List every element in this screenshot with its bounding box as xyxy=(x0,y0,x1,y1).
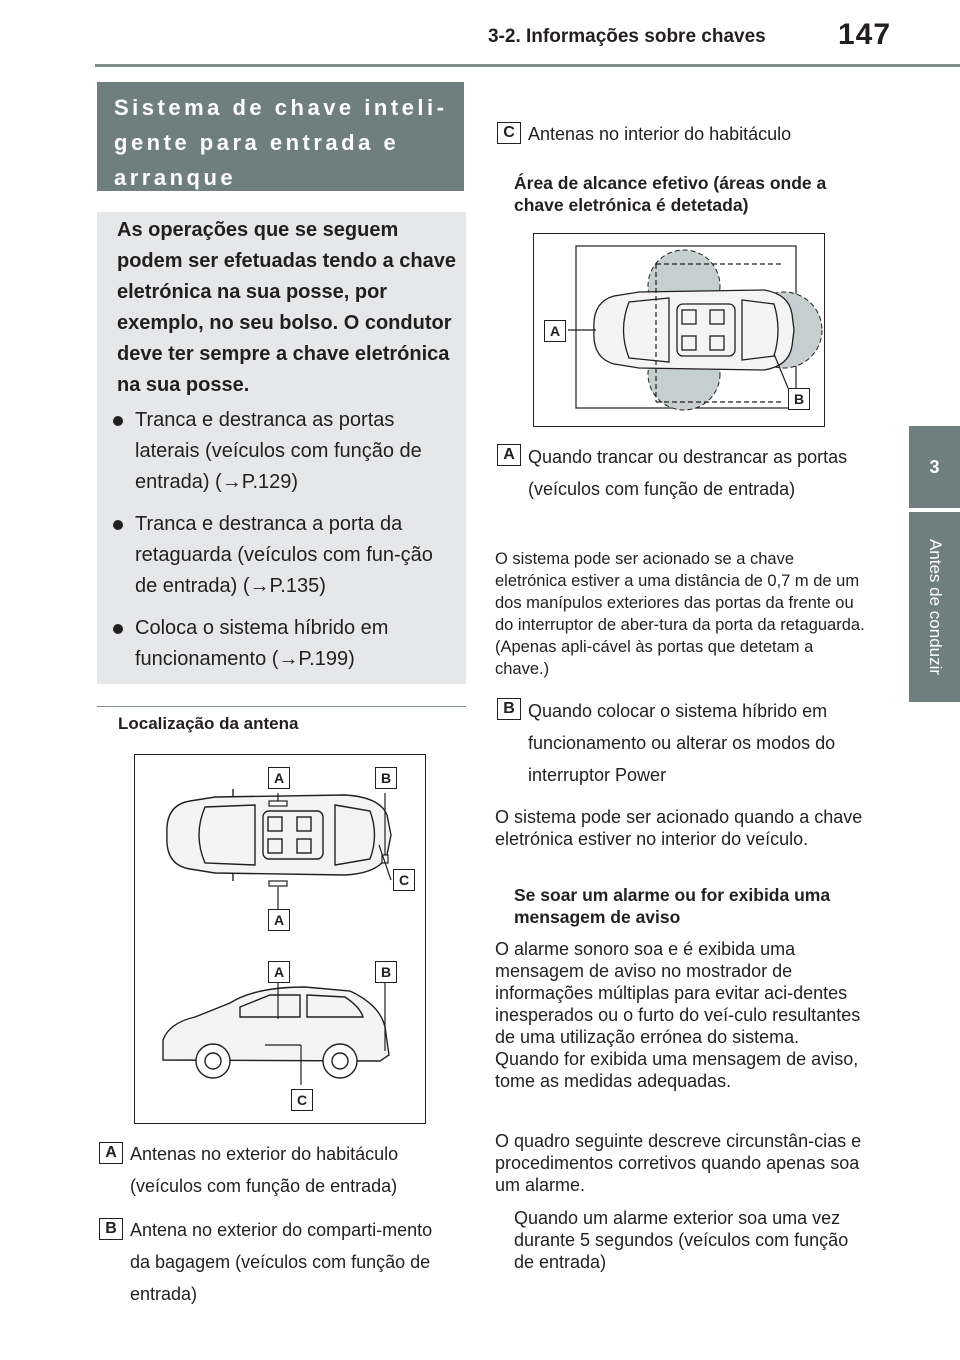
item-marker-c: C xyxy=(497,122,521,144)
effective-area-figure xyxy=(533,233,825,427)
chapter-tab-number: 3 xyxy=(909,426,960,508)
figure-callout: B xyxy=(375,961,397,983)
figure-callout: A xyxy=(268,909,290,931)
alarm-paragraph-3: Quando um alarme exterior soa uma vez durante 5 segundos (veículos com função de entrada) xyxy=(514,1208,849,1272)
alarm-paragraph-2: O quadro seguinte descreve circunstân-cias e procedimentos corretivos quando apenas soa um alarme. xyxy=(495,1131,862,1195)
section-title: 3-2. Informações sobre chaves xyxy=(488,26,766,47)
antenna-item-c: Antenas no interior do habitáculo xyxy=(528,124,792,144)
section-divider xyxy=(97,706,466,707)
intro-text: As operações que se seguem podem ser efetuadas tendo a chave eletrónica na sua posse, por exemplo, no seu bolso. O condutor deve ter sempre a chave eletrónica na sua posse. xyxy=(117,219,457,396)
header-rule xyxy=(95,64,960,67)
effective-area-description-a: O sistema pode ser acionado se a chave eletrónica estiver a uma distância de 0,7 m de um dos manípulos exteriores das portas da frente ou do interruptor de aber-tura da porta da retaguarda. (Apenas apli-cável às portas que detetam a chave.) xyxy=(495,550,865,678)
effective-area-description-b: O sistema pode ser acionado quando a chave eletrónica estiver no interior do veículo. xyxy=(495,807,863,849)
page-number: 147 xyxy=(838,18,892,51)
antenna-location-heading: Localização da antena xyxy=(118,714,299,733)
figure-callout: B xyxy=(375,767,397,789)
figure-callout: C xyxy=(393,869,415,891)
antenna-item-a: Antenas no exterior do habitáculo (veículos com função de entrada) xyxy=(130,1144,399,1196)
item-marker-a: A xyxy=(99,1142,123,1164)
figure-callout: B xyxy=(788,388,810,410)
alarm-paragraph-1: O alarme sonoro soa e é exibida uma mensagem de aviso no mostrador de informações múltiplas para evitar aci-dentes inesperados ou o furto do veí-culo resultantes de uma utilização errónea do sistema. Quando for exibida uma mensagem de aviso, tome as medidas adequadas. xyxy=(495,939,861,1091)
bullet-item: Tranca e destranca a porta da retaguarda (veículos com fun-ção de entrada) (→P.135) xyxy=(113,509,458,602)
figure-callout: A xyxy=(544,320,566,342)
bullet-icon xyxy=(113,624,123,634)
chapter-tab-label: Antes de conduzir xyxy=(909,512,960,702)
antenna-location-figure xyxy=(134,754,426,1124)
figure-callout: A xyxy=(268,961,290,983)
bullet-item: Tranca e destranca as portas laterais (veículos com função de entrada) (→P.129) xyxy=(113,405,458,498)
antenna-item-b: Antena no exterior do comparti-mento da bagagem (veículos com função de entrada) xyxy=(130,1220,433,1304)
item-marker-a: A xyxy=(497,444,521,466)
page-title: Sistema de chave inteli-gente para entrada e arranque xyxy=(114,95,448,190)
bullet-icon xyxy=(113,416,123,426)
effective-area-item-a: Quando trancar ou destrancar as portas (veículos com função de entrada) xyxy=(528,447,848,499)
alarm-heading: Se soar um alarme ou for exibida uma mensagem de aviso xyxy=(514,885,831,927)
title-box xyxy=(97,82,464,191)
effective-area-heading: Área de alcance efetivo (áreas onde a chave eletrónica é detetada) xyxy=(514,173,827,215)
bullet-icon xyxy=(113,520,123,530)
item-marker-b: B xyxy=(99,1218,123,1240)
car-top-and-side-illustration xyxy=(135,755,425,1123)
detection-area-illustration xyxy=(534,234,824,426)
figure-callout: A xyxy=(268,767,290,789)
figure-callout: C xyxy=(291,1089,313,1111)
effective-area-item-b: Quando colocar o sistema híbrido em funcionamento ou alterar os modos do interruptor Power xyxy=(528,701,836,785)
bullet-item: Coloca o sistema híbrido em funcionamento (→P.199) xyxy=(113,613,458,675)
item-marker-b: B xyxy=(497,698,521,720)
